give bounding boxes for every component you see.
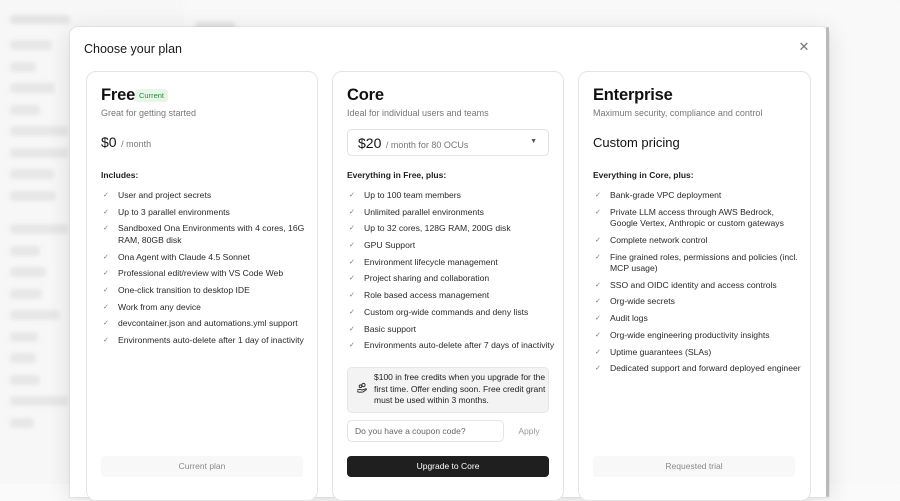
check-icon: ✓ xyxy=(595,207,601,219)
check-icon: ✓ xyxy=(349,207,355,219)
plan-card-enterprise xyxy=(578,71,811,501)
feature-item: ✓ Audit logs xyxy=(593,313,803,325)
upgrade-to-core-button[interactable]: Upgrade to Core xyxy=(347,456,549,477)
feature-item: ✓ Environments auto-delete after 7 days of inactivity xyxy=(347,340,557,352)
feature-list xyxy=(101,190,311,352)
plan-card-core xyxy=(332,71,564,501)
check-icon: ✓ xyxy=(595,252,601,264)
current-badge: Current xyxy=(135,89,168,102)
feature-item: ✓ Project sharing and collaboration xyxy=(347,273,557,285)
plan-name: Enterprise xyxy=(593,86,673,105)
includes-heading: Everything in Free, plus: xyxy=(347,170,446,180)
check-icon: ✓ xyxy=(349,240,355,252)
feature-item: ✓ Uptime guarantees (SLAs) xyxy=(593,347,803,359)
feature-item: ✓ Sandboxed Ona Environments with 4 cores, 16G RAM, 80GB disk xyxy=(101,223,311,246)
includes-heading: Everything in Core, plus: xyxy=(593,170,694,180)
check-icon: ✓ xyxy=(103,285,109,297)
coupon-code-input[interactable] xyxy=(347,420,504,442)
feature-item: ✓ Complete network control xyxy=(593,235,803,247)
modal-title: Choose your plan xyxy=(84,42,182,56)
plan-price xyxy=(101,134,151,150)
feature-item: ✓ Up to 32 cores, 128G RAM, 200G disk xyxy=(347,223,557,235)
check-icon: ✓ xyxy=(349,273,355,285)
check-icon: ✓ xyxy=(103,252,109,264)
check-icon: ✓ xyxy=(595,190,601,202)
check-icon: ✓ xyxy=(349,223,355,235)
check-icon: ✓ xyxy=(103,190,109,202)
close-icon: ✕ xyxy=(799,39,810,54)
feature-item: ✓ Basic support xyxy=(347,324,557,336)
check-icon: ✓ xyxy=(349,190,355,202)
feature-item: ✓ GPU Support xyxy=(347,240,557,252)
plan-name: Core xyxy=(347,86,384,105)
feature-item: ✓ Up to 3 parallel environments xyxy=(101,207,311,219)
feature-item: ✓ devcontainer.json and automations.yml support xyxy=(101,318,311,330)
choose-plan-modal xyxy=(70,27,829,497)
check-icon: ✓ xyxy=(349,257,355,269)
check-icon: ✓ xyxy=(595,363,601,375)
feature-item: ✓ Bank-grade VPC deployment xyxy=(593,190,803,202)
check-icon: ✓ xyxy=(103,318,109,330)
modal-scrollbar[interactable] xyxy=(826,27,829,497)
feature-item: ✓ Unlimited parallel environments xyxy=(347,207,557,219)
close-button[interactable] xyxy=(797,40,811,54)
current-plan-button: Current plan xyxy=(101,456,303,477)
check-icon: ✓ xyxy=(103,207,109,219)
check-icon: ✓ xyxy=(103,302,109,314)
requested-trial-button: Requested trial xyxy=(593,456,795,477)
check-icon: ✓ xyxy=(595,296,601,308)
price-suffix: / month xyxy=(121,139,151,149)
feature-item: ✓ Up to 100 team members xyxy=(347,190,557,202)
check-icon: ✓ xyxy=(349,290,355,302)
check-icon: ✓ xyxy=(595,313,601,325)
feature-item: ✓ Fine grained roles, permissions and policies (incl. MCP usage) xyxy=(593,252,803,275)
check-icon: ✓ xyxy=(595,280,601,292)
plan-name: Free xyxy=(101,86,135,105)
feature-item: ✓ Dedicated support and forward deployed engineer xyxy=(593,363,803,375)
check-icon: ✓ xyxy=(103,335,109,347)
feature-item: ✓ Org-wide engineering productivity insights xyxy=(593,330,803,342)
promo-banner xyxy=(347,367,549,413)
feature-item: ✓ Org-wide secrets xyxy=(593,296,803,308)
feature-item: ✓ SSO and OIDC identity and access controls xyxy=(593,280,803,292)
feature-item: ✓ Work from any device xyxy=(101,302,311,314)
check-icon: ✓ xyxy=(103,268,109,280)
apply-coupon-button[interactable]: Apply xyxy=(511,420,547,442)
feature-item: ✓ User and project secrets xyxy=(101,190,311,202)
price-amount: $0 xyxy=(101,134,117,150)
check-icon: ✓ xyxy=(349,307,355,319)
plan-description: Ideal for individual users and teams xyxy=(347,108,489,118)
hand-coins-icon xyxy=(356,382,368,397)
check-icon: ✓ xyxy=(349,324,355,336)
feature-item: ✓ One-click transition to desktop IDE xyxy=(101,285,311,297)
check-icon: ✓ xyxy=(595,330,601,342)
feature-item: ✓ Ona Agent with Claude 4.5 Sonnet xyxy=(101,252,311,264)
check-icon: ✓ xyxy=(595,347,601,359)
promo-text: $100 in free credits when you upgrade for the first time. Offer ending soon. Free credit grant must be used within 3 months. xyxy=(374,372,546,407)
plan-description: Great for getting started xyxy=(101,108,196,118)
price-amount: $20 xyxy=(358,135,381,151)
feature-item: ✓ Role based access management xyxy=(347,290,557,302)
feature-list xyxy=(347,190,557,357)
price-suffix: / month for 80 OCUs xyxy=(386,140,469,150)
includes-heading: Includes: xyxy=(101,170,138,180)
price-tier-select[interactable] xyxy=(347,129,549,156)
feature-item: ✓ Professional edit/review with VS Code Web xyxy=(101,268,311,280)
plan-description: Maximum security, compliance and control xyxy=(593,108,762,118)
feature-item: ✓ Custom org-wide commands and deny lists xyxy=(347,307,557,319)
custom-pricing: Custom pricing xyxy=(593,135,680,150)
chevron-down-icon: ▼ xyxy=(530,138,537,145)
feature-item: ✓ Environments auto-delete after 1 day of inactivity xyxy=(101,335,311,347)
feature-item: ✓ Private LLM access through AWS Bedrock, Google Vertex, Anthropic or custom gateways xyxy=(593,207,803,230)
feature-list xyxy=(593,190,803,380)
plan-card-free xyxy=(86,71,318,501)
check-icon: ✓ xyxy=(595,235,601,247)
check-icon: ✓ xyxy=(103,223,109,235)
feature-item: ✓ Environment lifecycle management xyxy=(347,257,557,269)
check-icon: ✓ xyxy=(349,340,355,352)
